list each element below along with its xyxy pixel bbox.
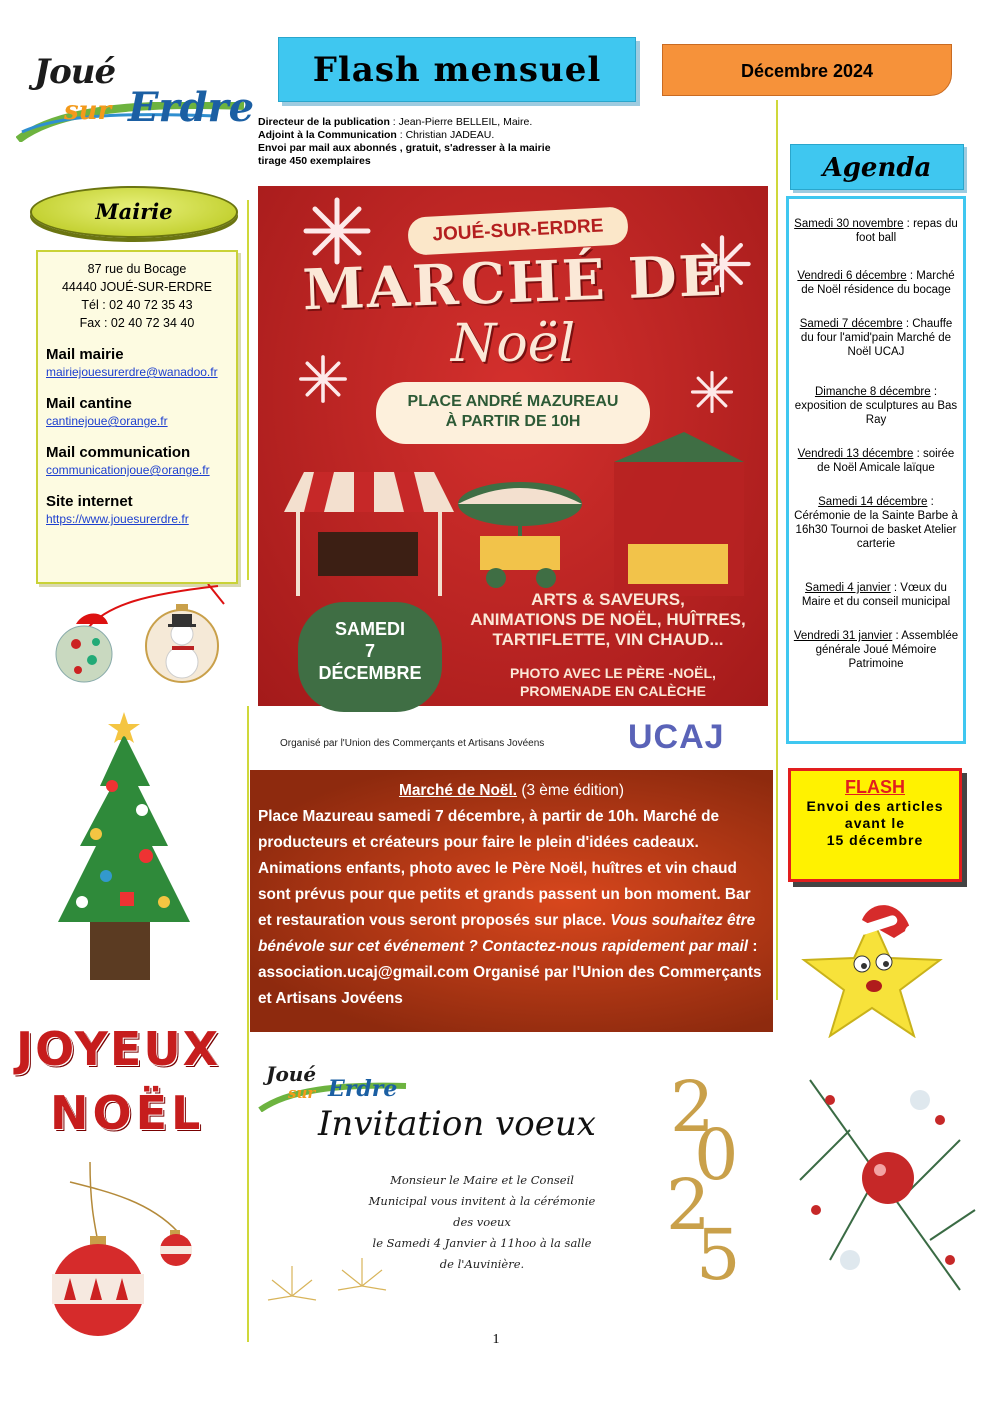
christmas-bauble-icon — [30, 1162, 206, 1338]
website-link[interactable]: https://www.jouesurerdre.fr — [46, 512, 189, 526]
date-banner — [662, 44, 952, 96]
issue-date: Décembre 2024 — [740, 61, 874, 81]
year-digit: 2 — [670, 1066, 715, 1148]
agenda-date: Dimanche 8 décembre — [814, 386, 931, 398]
flash-line: avant le — [844, 815, 906, 831]
christmas-tree-icon — [46, 706, 196, 984]
mairie-contact-box — [36, 250, 238, 584]
agenda-text: : soirée de Noël Amicale laïque — [817, 448, 955, 474]
poster-background — [258, 186, 768, 706]
agenda-text: : Marché de Noël résidence du bocage — [801, 270, 955, 296]
logo-word-erdre: Erdre — [328, 1076, 398, 1102]
agenda-date: Samedi 14 décembre — [818, 496, 928, 508]
agenda-date: Vendredi 31 janvier — [793, 630, 893, 642]
poster-day: SAMEDI — [334, 619, 405, 639]
poster-noel: Noël — [450, 314, 576, 374]
invitation-title: Invitation voeux — [318, 1104, 596, 1144]
address-line: 87 rue du Bocage — [87, 262, 187, 276]
poster-activity-line: PHOTO AVEC LE PÈRE -NOËL, — [510, 665, 716, 681]
article-body — [258, 804, 765, 1012]
star-santa-hat-icon — [800, 898, 950, 1038]
mairie-email-link[interactable]: mairiejouesurerdre@wanadoo.fr — [46, 365, 218, 379]
noel-text: NOËL — [50, 1086, 205, 1140]
agenda-date: Samedi 30 novembre — [794, 218, 904, 230]
article-edition: (3 ème édition) — [517, 782, 624, 799]
divider-line — [776, 100, 778, 1000]
poster-date-badge — [298, 602, 442, 712]
ucaj-logo: UCAJ — [628, 718, 725, 756]
poster-time-line: À PARTIR DE 10H — [445, 413, 581, 430]
mairie-label: Mairie — [95, 199, 173, 224]
poster-place-line: PLACE ANDRÉ MAZUREAU — [407, 393, 619, 410]
poster-month: DÉCEMBRE — [318, 663, 422, 683]
logo-word-joue: Joué — [34, 52, 116, 92]
agenda-title: Agenda — [822, 153, 932, 183]
invitation-line: Municipal vous invitent à la cérémonie — [368, 1194, 596, 1208]
page-number: 1 — [492, 1332, 500, 1347]
agenda-item — [793, 581, 959, 609]
director-label: Directeur de la publication — [258, 116, 390, 128]
agenda-item — [793, 317, 959, 359]
poster-attraction-line: TARTIFLETTE, VIN CHAUD... — [492, 630, 724, 649]
logo-word-sur: sur — [64, 96, 112, 126]
poster-activity-line: PROMENADE EN CALÈCHE — [520, 683, 706, 699]
agenda-date: Vendredi 6 décembre — [797, 270, 907, 282]
poster-attractions — [468, 590, 748, 650]
christmas-market-poster — [258, 186, 768, 766]
flash-message — [791, 798, 959, 849]
logo-word-erdre: Erdre — [128, 84, 255, 131]
logo-word-joue: Joué — [266, 1062, 317, 1086]
agenda-text: : exposition de sculptures au Bas Ray — [794, 386, 958, 426]
agenda-date: Samedi 4 janvier — [805, 582, 891, 594]
print-run: tirage 450 exemplaires — [258, 155, 371, 167]
director-value: : Jean-Pierre BELLEIL, Maire. — [389, 116, 533, 128]
agenda-item — [793, 385, 959, 427]
agenda-date: Samedi 7 décembre — [799, 318, 903, 330]
agenda-date: Vendredi 13 décembre — [797, 448, 914, 460]
article-body-text: Place Mazureau samedi 7 décembre, à partir de 10h. Marché de producteurs et créateurs pour faire le plein d'idées cadeaux. Animations enfants, photo avec le Père Noël, huîtres et vin chaud sont prévus pour que petits et grands passent un bon moment. Bar et restauration vous seront proposés sur place. — [258, 808, 751, 929]
address-line: 44440 JOUÉ-SUR-ERDRE — [61, 280, 213, 294]
christmas-ornaments-icon — [48, 584, 228, 704]
agenda-item — [793, 629, 959, 671]
agenda-item — [793, 447, 959, 475]
invitation-line: le Samedi 4 Janvier à 11hoo à la salle — [372, 1236, 592, 1250]
joue-sur-erdre-logo — [16, 40, 255, 160]
poster-attraction-line: ARTS & SAVEURS, — [531, 590, 685, 609]
title-banner — [278, 37, 636, 102]
flash-notice — [788, 768, 962, 882]
market-stalls-illustration — [284, 432, 744, 596]
article-title: Marché de Noël. — [399, 782, 518, 799]
phone-number: Tél : 02 40 72 35 43 — [81, 298, 193, 312]
fax-number: Fax : 02 40 72 34 40 — [79, 316, 195, 330]
mairie-badge — [30, 186, 238, 238]
poster-town-name: JOUÉ-SUR-ERDRE — [407, 206, 629, 255]
article-volunteer-call: Vous souhaitez être bénévole sur cet événement ? Contactez-nous rapidement par mail — [258, 912, 756, 955]
adjoint-value: : Christian JADEAU. — [396, 129, 495, 141]
article-contact: : association.ucaj@gmail.com Organisé par l'Union des Commerçants et Artisans Jovéens — [258, 938, 762, 1007]
market-article — [250, 770, 773, 1032]
flash-heading: FLASH — [845, 777, 905, 797]
year-digit: 5 — [696, 1214, 741, 1296]
agenda-text: : Vœux du Maire et du conseil municipal — [801, 582, 951, 608]
divider-line — [247, 200, 249, 580]
cantine-email-link[interactable]: cantinejoue@orange.fr — [46, 414, 168, 428]
contact-label: Mail cantine — [46, 395, 132, 412]
adjoint-label: Adjoint à la Communication — [258, 129, 397, 141]
contact-label: Mail communication — [46, 444, 191, 461]
invitation-line: de l'Auvinière. — [439, 1257, 525, 1271]
divider-line — [247, 706, 249, 1342]
joyeux-text: JOYEUX — [16, 1022, 221, 1076]
poster-activities — [488, 664, 738, 700]
snowflake-icon — [690, 370, 734, 414]
invitation-line: des voeux — [453, 1215, 511, 1229]
poster-day-number: 7 — [364, 641, 375, 661]
agenda-item — [793, 269, 959, 297]
flash-deadline: 15 décembre — [826, 832, 924, 848]
flash-line: Envoi des articles — [806, 798, 944, 814]
agenda-text: : Chauffe du four l'amid'pain Marché de Noël UCAJ — [800, 318, 953, 358]
page-title: Flash mensuel — [312, 50, 602, 90]
year-digit: 2 — [666, 1164, 711, 1246]
year-2025-graphic — [650, 1066, 770, 1296]
communication-email-link[interactable]: communicationjoue@orange.fr — [46, 463, 210, 477]
article-heading — [258, 778, 765, 804]
logo-word-sur: sur — [288, 1084, 316, 1102]
agenda-text: : Assemblée générale Joué Mémoire Patrimoine — [815, 630, 959, 670]
invitation-line: Monsieur le Maire et le Conseil — [390, 1173, 574, 1187]
agenda-list — [786, 196, 966, 744]
poster-attraction-line: ANIMATIONS DE NOËL, HUÎTRES, — [470, 610, 746, 629]
joyeux-noel-graphic — [16, 1022, 226, 1156]
agenda-text: : Cérémonie de la Sainte Barbe à 16h30 Tournoi de basket Atelier carterie — [794, 496, 958, 550]
agenda-banner — [790, 144, 964, 190]
agenda-item — [793, 495, 959, 551]
contact-label: Mail mairie — [46, 346, 124, 363]
pine-branch-icon — [790, 1060, 980, 1310]
poster-organizer: Organisé par l'Union des Commerçants et Artisans Jovéens — [280, 738, 545, 749]
poster-headline: MARCHÉ DE — [301, 242, 725, 324]
contact-label: Site internet — [46, 493, 133, 510]
publication-credits — [258, 116, 638, 168]
agenda-text: : repas du foot ball — [855, 218, 958, 244]
year-digit: 0 — [694, 1114, 739, 1196]
agenda-item — [793, 217, 959, 245]
fireworks-icon — [262, 1236, 402, 1326]
distribution-note: Envoi par mail aux abonnés , gratuit, s'adresser à la mairie — [258, 142, 551, 154]
